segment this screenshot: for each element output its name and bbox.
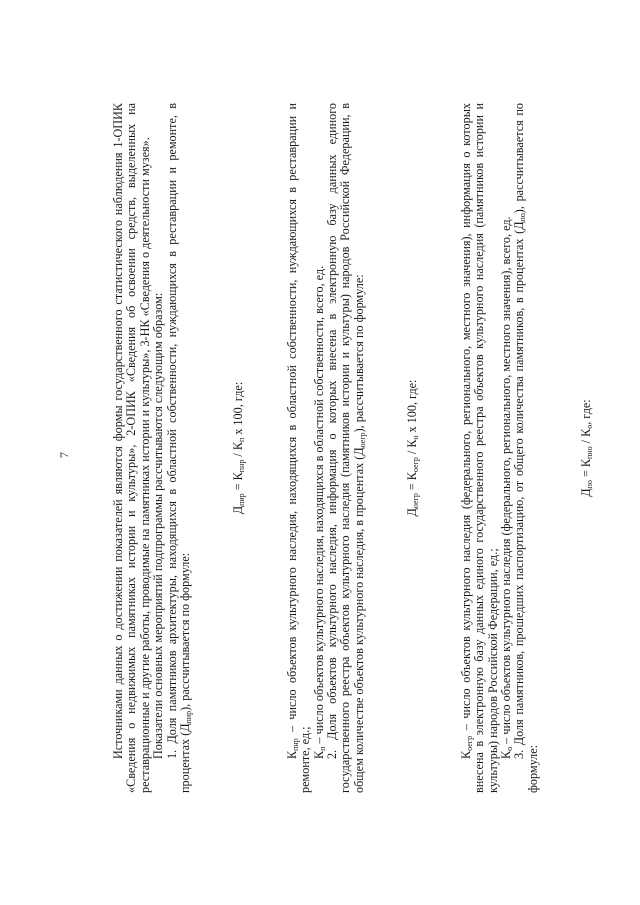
- formula-3: $Д_{по} = К_{пно} / К_о$, где:: [579, 399, 595, 497]
- body-text: [112, 103, 634, 793]
- definition-4: $К_о$ – число объектов культурного наследия (федерального, регионального, местного значения), всего, ед.: [498, 216, 514, 759]
- page-number: 7: [57, 452, 71, 458]
- formula-2: $Д_{оегр} = К_{оегр} / К_о$ х 100, где:: [405, 379, 421, 517]
- definition-3: $К_{оегр}$ – число объектов культурного наследия (федерального, регионального, местного значения), информация о которых внесена в электронную базу данных единого государственного реестра объектов культурного наследия (памятников истории и культуры) народов Российской Федерации, ед.;: [458, 103, 500, 793]
- item-2: 2. Доля объектов культурного наследия, информация о которых внесена в электронную базу данных единого государственного реестра объектов культурного наследия (памятников истории и культуры) народов Российской Федерации, в общем количестве объектов культурного наследия, в процентах $(Д_{оегр})$, рассчитывается по формуле:: [325, 103, 367, 793]
- item-1: 1. Доля памятников архитектуры, находящихся в областной собственности, нуждающихся в реставрации и ремонте, в процентах $(Д_{пир})$, рассчитывается по формуле:: [164, 103, 194, 793]
- definition-2: $К_п$ – число объектов культурного наследия, находящихся в областной собственности, всего, ед.: [311, 265, 327, 759]
- item-3: 3. Доля памятников, прошедших паспортизацию, от общего количества памятников, в процентах $(Д_{по})$, рассчитывается по формуле:: [512, 103, 540, 793]
- indicators-intro: Показатели основных мероприятий подпрограммы рассчитываются следующим образом:: [151, 292, 166, 759]
- definition-1: $К_{пнр}$ – число объектов культурного наследия, находящихся в областной собственности, нуждающихся в реставрации и ремонте, ед.;: [284, 103, 313, 793]
- intro-paragraph: Источниками данных о достижении показателей являются формы государственного статистического наблюдения 1-ОПИК «Сведения о недвижимых памятниках истории и культуры», 2-ОПИК «Сведения об освоении средств, выделенных на реставрационные и другие работы, проводимые на памятниках истории и культуры», 3-НК «Сведения о деятельности музея».: [111, 103, 152, 793]
- formula-1: $Д_{пир} = К_{пнр} / К_п$ х 100, где:: [231, 381, 247, 515]
